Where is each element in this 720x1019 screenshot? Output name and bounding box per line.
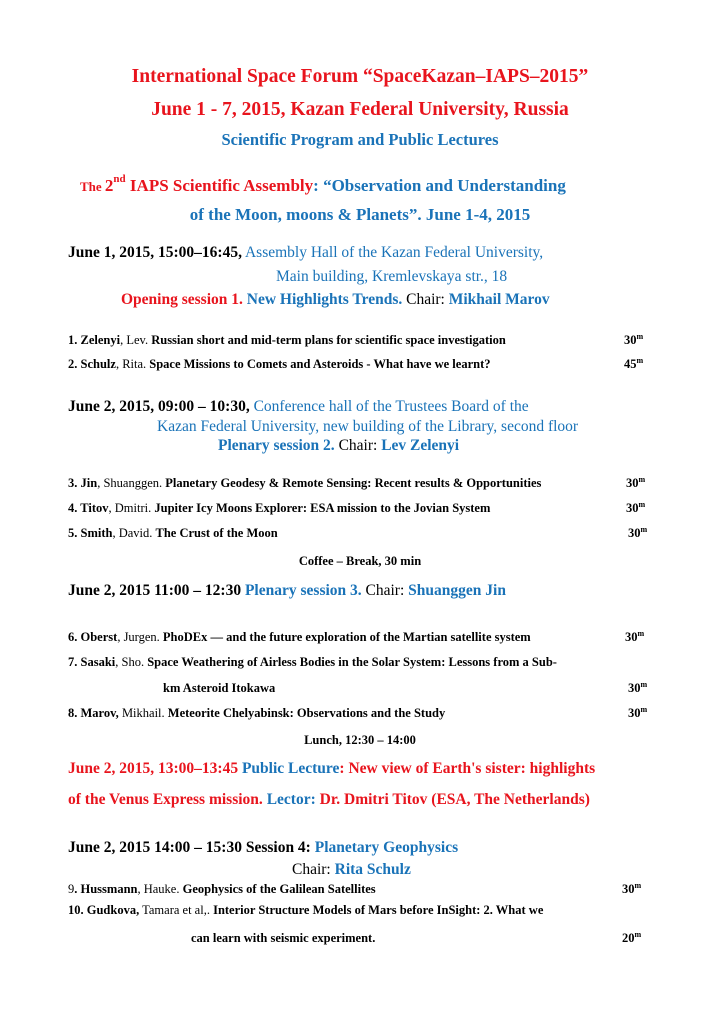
session1-header <box>121 291 550 309</box>
session4-chair-label: Chair: <box>292 861 335 878</box>
talk-author-first: , Sho. <box>115 655 148 669</box>
day2a-header <box>68 398 529 416</box>
talk-author: Smith <box>80 526 113 540</box>
duration-unit: m <box>640 705 648 714</box>
talk-author: Hussmann <box>80 882 138 896</box>
talk-author: Marov, <box>80 706 119 720</box>
assembly-the: The <box>80 179 105 194</box>
talk-author: Oberst <box>80 630 118 644</box>
duration-value: 30 <box>628 681 641 695</box>
duration-unit: m <box>634 881 642 890</box>
duration-unit: m <box>638 500 646 509</box>
session2-header <box>218 437 459 455</box>
talk-row <box>68 706 445 721</box>
duration-value: 30 <box>624 333 637 347</box>
talk-duration <box>626 476 645 491</box>
talk-title: Space Weathering of Airless Bodies in the Solar System: Lessons from a Sub- <box>147 655 557 669</box>
talk-author: Gudkova, <box>86 903 140 917</box>
duration-unit: m <box>638 475 646 484</box>
talk-author-first: , Dmitri. <box>108 501 155 515</box>
duration-unit: m <box>637 629 645 638</box>
day2c-date: June 2, 2015 14:00 – 15:30 Session 4: <box>68 839 315 856</box>
assembly-theme: “Observation and Understanding <box>323 176 566 195</box>
day1-venue-line2: Main building, Kremlevskaya str., 18 <box>276 268 508 285</box>
duration-value: 30 <box>628 706 641 720</box>
talk-number: 9 <box>68 882 75 896</box>
talk-row <box>68 526 278 541</box>
day1-venue: Assembly Hall of the Kazan Federal University, <box>241 244 544 261</box>
lecture-title: New view of Earth's sister: highlights <box>348 760 596 777</box>
talk-title: PhoDEx — and the future exploration of the Martian satellite system <box>162 630 531 644</box>
lecture-colon: : <box>339 760 349 777</box>
talk-duration <box>622 931 641 946</box>
session1-topic: New Highlights Trends. <box>242 291 403 308</box>
talk-author: Titov <box>80 501 109 515</box>
talk-title: Meteorite Chelyabinsk: Observations and the Study <box>167 706 446 720</box>
talk-row <box>68 655 557 670</box>
talk-title: Space Missions to Comets and Asteroids - What have we learnt? <box>149 357 491 371</box>
talk-number: 3. <box>68 476 81 490</box>
session3-label: Plenary session 3. <box>241 582 362 599</box>
talk-title: Jupiter Icy Moons Explorer: ESA mission to the Jovian System <box>154 501 491 515</box>
talk-duration <box>624 333 643 348</box>
session2-chair-label: Chair: <box>334 437 382 454</box>
talk-title: The Crust of the Moon <box>155 526 278 540</box>
talk-title: Interior Structure Models of Mars before InSight: 2. What we <box>213 903 544 917</box>
assembly-ordinal: nd <box>113 173 126 185</box>
assembly-theme-line2: of the Moon, moons & Planets”. June 1-4, 2015 <box>189 205 531 224</box>
lecture-label: Public Lecture <box>241 760 340 777</box>
day2c-header <box>68 839 458 857</box>
talk-row <box>68 630 531 645</box>
session2-chair: Lev Zelenyi <box>381 437 460 454</box>
session3-chair: Shuanggen Jin <box>408 582 506 599</box>
lunch-break: Lunch, 12:30 – 14:00 <box>304 733 416 747</box>
duration-value: 30 <box>625 630 638 644</box>
talk-duration <box>628 526 647 541</box>
assembly-number: 2 <box>104 176 114 195</box>
day1-header <box>68 244 543 262</box>
talk-title-continued: km Asteroid Itokawa <box>163 681 276 695</box>
duration-value: 30 <box>626 476 639 490</box>
talk-author: Zelenyi <box>80 333 121 347</box>
talk-author: Schulz <box>80 357 116 371</box>
forum-title: International Space Forum “SpaceKazan–IAPS–2015” <box>131 66 589 87</box>
duration-unit: m <box>636 356 644 365</box>
talk-duration <box>625 630 644 645</box>
talk-title: Geophysics of the Galilean Satellites <box>182 882 376 896</box>
talk-row <box>68 882 376 897</box>
public-lecture-line2 <box>68 791 590 809</box>
session1-chair-label: Chair: <box>402 291 449 308</box>
session1-chair: Mikhail Marov <box>448 291 550 308</box>
talk-author-first: , Hauke. <box>137 882 183 896</box>
session2-label: Plenary session 2. <box>218 437 335 454</box>
talk-duration <box>628 706 647 721</box>
talk-row <box>68 476 541 491</box>
duration-value: 30 <box>622 882 635 896</box>
public-lecture-line1 <box>68 760 595 778</box>
day2a-date: June 2, 2015, 09:00 – 10:30, <box>68 398 250 415</box>
duration-unit: m <box>640 680 648 689</box>
session4-topic: Planetary Geophysics <box>314 839 459 856</box>
day2b-header <box>68 582 506 600</box>
talk-number-sep: . <box>74 882 81 896</box>
talk-number: 8. <box>68 706 81 720</box>
session4-chair-line <box>292 861 411 879</box>
talk-author-first: , Jurgen. <box>117 630 163 644</box>
talk-author-first: , David. <box>112 526 156 540</box>
assembly-name: IAPS Scientific Assembly <box>125 176 314 195</box>
talk-duration <box>626 501 645 516</box>
talk-row <box>68 903 543 918</box>
talk-title: Planetary Geodesy & Remote Sensing: Recent results & Opportunities <box>165 476 542 490</box>
talk-author-first: , Shuanggen. <box>97 476 166 490</box>
talk-number: 6. <box>68 630 81 644</box>
talk-author-first: Mikhail. <box>118 706 168 720</box>
day2b-date: June 2, 2015 11:00 – 12:30 <box>68 582 242 599</box>
lector-name: Dr. Dmitri Titov (ESA, The Netherlands) <box>319 791 590 808</box>
talk-title: Russian short and mid-term plans for scientific space investigation <box>151 333 506 347</box>
duration-value: 30 <box>628 526 641 540</box>
talk-row <box>68 357 491 372</box>
lecture-time: June 2, 2015, 13:00–13:45 <box>68 760 242 777</box>
talk-duration <box>624 357 643 372</box>
talk-author: Sasaki <box>80 655 116 669</box>
talk-author-first: , Rita. <box>115 357 150 371</box>
duration-value: 30 <box>626 501 639 515</box>
talk-author: Jin <box>80 476 98 490</box>
duration-value: 45 <box>624 357 637 371</box>
talk-number: 10. <box>68 903 87 917</box>
lector-label: Lector: <box>262 791 320 808</box>
talk-number: 1. <box>68 333 81 347</box>
talk-title-continued: can learn with seismic experiment. <box>191 931 376 945</box>
day2a-venue-line2: Kazan Federal University, new building of the Library, second floor <box>157 418 579 435</box>
assembly-heading <box>80 173 566 196</box>
assembly-colon: : <box>313 176 324 195</box>
session3-chair-label: Chair: <box>361 582 409 599</box>
talk-number: 4. <box>68 501 81 515</box>
talk-row <box>68 333 506 348</box>
talk-duration <box>628 681 647 696</box>
talk-row <box>68 501 490 516</box>
forum-dates: June 1 - 7, 2015, Kazan Federal University, Russia <box>151 99 569 120</box>
duration-unit: m <box>634 930 642 939</box>
lecture-title-continued: of the Venus Express mission. <box>68 791 263 808</box>
talk-author-first: Tamara et al,. <box>139 903 214 917</box>
talk-number: 7. <box>68 655 81 669</box>
duration-value: 20 <box>622 931 635 945</box>
talk-number: 5. <box>68 526 81 540</box>
session4-chair: Rita Schulz <box>334 861 411 878</box>
duration-unit: m <box>636 332 644 341</box>
talk-author-first: , Lev. <box>120 333 152 347</box>
day1-date: June 1, 2015, 15:00–16:45, <box>68 244 242 261</box>
duration-unit: m <box>640 525 648 534</box>
session1-label: Opening session 1. <box>121 291 243 308</box>
coffee-break: Coffee – Break, 30 min <box>298 554 422 568</box>
program-subtitle: Scientific Program and Public Lectures <box>221 130 499 149</box>
day2a-venue: Conference hall of the Trustees Board of the <box>249 398 529 415</box>
talk-duration <box>622 882 641 897</box>
talk-number: 2. <box>68 357 81 371</box>
